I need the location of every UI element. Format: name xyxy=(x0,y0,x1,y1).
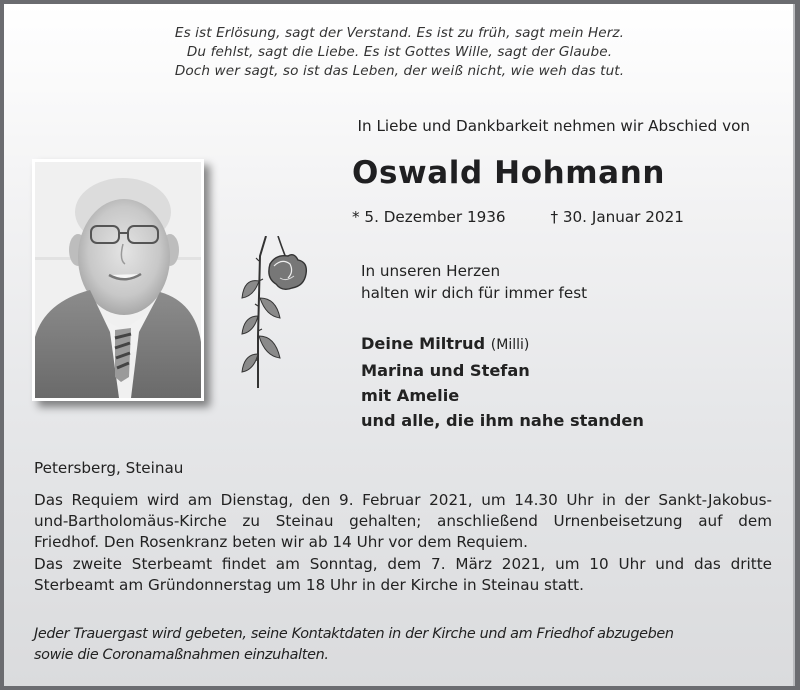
portrait-photo-frame xyxy=(32,159,204,401)
mourner-line: und alle, die ihm nahe standen xyxy=(361,411,644,430)
notice-line: und-Bartholomäus-Kirche zu Steinau gehalten; anschließend Urnenbeisetzung auf dem xyxy=(34,512,772,531)
obituary-page xyxy=(4,4,795,686)
notice-line: Das Requiem wird am Dienstag, den 9. Februar 2021, um 14.30 Uhr in der Sankt-Jakobus- xyxy=(34,491,772,509)
mourner-line: Marina und Stefan xyxy=(361,361,530,380)
notice-line: Friedhof. Den Rosenkranz beten wir ab 14 Uhr vor dem Requiem. xyxy=(34,533,529,552)
life-dates xyxy=(352,208,684,226)
birth-date: * 5. Dezember 1936 xyxy=(352,208,506,226)
quote-line: Doch wer sagt, so ist das Leben, der weiß nicht, wie weh das tut. xyxy=(174,63,625,79)
opening-quote xyxy=(4,24,795,81)
mourner-line: mit Amelie xyxy=(361,386,460,405)
covid-line: Jeder Trauergast wird gebeten, seine Kontaktdaten in der Kirche und am Friedhof abzugeben xyxy=(34,626,674,642)
verse-line: In unseren Herzen xyxy=(361,262,501,280)
notice-line: Sterbeamt am Gründonnerstag um 18 Uhr in der Kirche in Steinau statt. xyxy=(34,575,584,594)
covid-line: sowie die Coronamaßnahmen einzuhalten. xyxy=(34,647,329,663)
mourners-list xyxy=(361,331,644,433)
memorial-verse xyxy=(361,260,587,304)
mourner-nickname: (Milli) xyxy=(490,337,530,353)
mourner-name: Deine Miltrud xyxy=(361,334,486,353)
verse-line: halten wir dich für immer fest xyxy=(361,284,588,302)
quote-line: Es ist Erlösung, sagt der Verstand. Es ist zu früh, sagt mein Herz. xyxy=(174,25,625,41)
quote-line: Du fehlst, sagt die Liebe. Es ist Gottes Wille, sagt der Glaube. xyxy=(186,44,613,60)
service-notice xyxy=(34,490,772,596)
farewell-intro: In Liebe und Dankbarkeit nehmen wir Abschied von xyxy=(357,117,750,135)
notice-line: Das zweite Sterbeamt findet am Sonntag, dem 7. März 2021, um 10 Uhr und das dritte xyxy=(34,554,772,573)
portrait-icon xyxy=(35,162,201,398)
covid-notice xyxy=(34,624,674,666)
mourner-line xyxy=(361,331,644,358)
deceased-name: Oswald Hohmann xyxy=(352,155,666,191)
death-date: † 30. Januar 2021 xyxy=(550,208,684,226)
place-line: Petersberg, Steinau xyxy=(34,459,184,477)
hanging-rose-icon xyxy=(232,236,312,396)
portrait-photo xyxy=(35,162,201,398)
